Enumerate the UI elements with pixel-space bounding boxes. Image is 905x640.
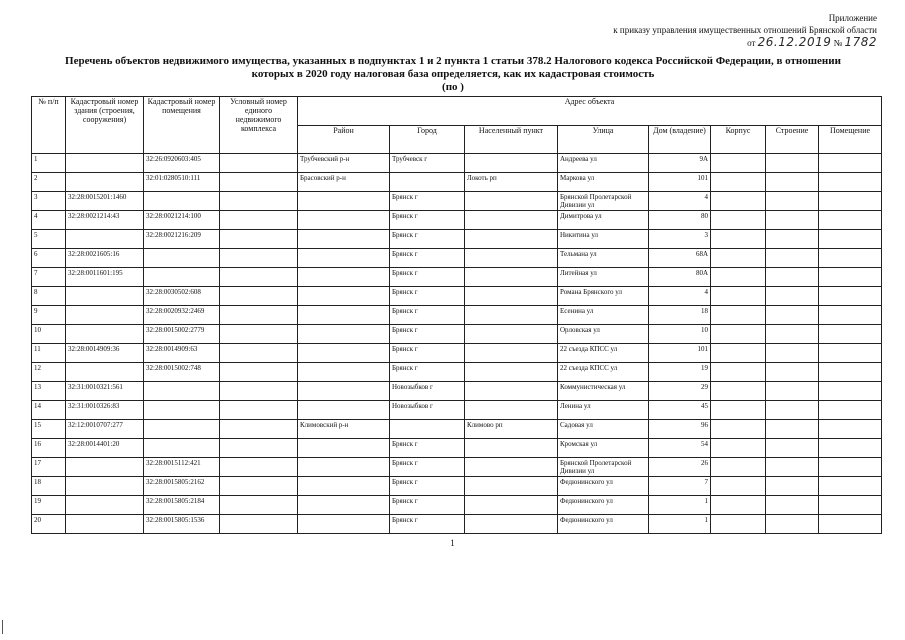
cell-district [298,477,390,496]
cell-district [298,515,390,534]
cell-cad-room [144,439,220,458]
cell-building [766,173,819,192]
cell-settlement: Климово рп [465,420,558,439]
cell-conditional [220,249,298,268]
cell-cad-building [66,325,144,344]
cell-settlement [465,344,558,363]
cell-cad-building: 32:28:0015201:1460 [66,192,144,211]
cell-street: Коммунистическая ул [558,382,649,401]
title-line-3: (по ) [442,81,464,93]
cell-district [298,268,390,287]
cell-house: 101 [649,173,711,192]
table-row [32,173,882,192]
cell-conditional [220,154,298,173]
cell-room [819,173,882,192]
cell-cad-building: 32:28:0014401:20 [66,439,144,458]
cell-room [819,268,882,287]
cell-settlement [465,439,558,458]
cell-room [819,325,882,344]
cell-cad-room [144,382,220,401]
cell-settlement [465,363,558,382]
cell-cad-building [66,230,144,249]
cell-room [819,344,882,363]
cell-block [711,420,766,439]
cell-block [711,363,766,382]
cell-settlement [465,496,558,515]
cell-room [819,192,882,211]
cell-street: Федюнинского ул [558,515,649,534]
cell-cad-building [66,496,144,515]
cell-cad-room [144,192,220,211]
cell-city: Трубчевск г [390,154,465,173]
cell-district: Брасовский р-н [298,173,390,192]
cell-settlement [465,325,558,344]
cell-city: Брянск г [390,496,465,515]
cell-cad-room: 32:28:0015805:1536 [144,515,220,534]
handwritten-number: 1782 [844,35,877,49]
cell-cad-building: 32:28:0021605:16 [66,249,144,268]
cell-building [766,192,819,211]
cell-building [766,382,819,401]
cell-city: Брянск г [390,515,465,534]
cell-settlement [465,458,558,477]
cell-city: Брянск г [390,230,465,249]
cell-cad-room [144,420,220,439]
cell-city: Брянск г [390,192,465,211]
cell-conditional [220,344,298,363]
cell-conditional [220,439,298,458]
cell-house: 7 [649,477,711,496]
cell-cad-room [144,249,220,268]
cell-house: 80 [649,211,711,230]
cell-cad-building [66,363,144,382]
cell-room [819,363,882,382]
header-conditional: Условный номер единого недвижимого комплекса [220,97,298,154]
cell-street: 22 съезда КПСС ул [558,363,649,382]
table-row [32,439,882,458]
cell-cad-building [66,477,144,496]
cell-num: 10 [32,325,66,344]
title-line-2: которых в 2020 году налоговая база определяется, как их кадастровая стоимость [251,68,655,80]
cell-house: 1 [649,496,711,515]
cell-house: 96 [649,420,711,439]
cell-num: 14 [32,401,66,420]
header-room: Помещение [819,126,882,154]
cell-settlement [465,401,558,420]
cell-street: Ленина ул [558,401,649,420]
cell-num: 18 [32,477,66,496]
cell-street: Тельмана ул [558,249,649,268]
cell-district [298,439,390,458]
cell-district [298,192,390,211]
cell-num: 1 [32,154,66,173]
cell-building [766,306,819,325]
cell-room [819,439,882,458]
cell-block [711,154,766,173]
cell-block [711,173,766,192]
page-number: 1 [450,538,455,548]
cell-district [298,306,390,325]
cell-conditional [220,192,298,211]
cell-street: Романа Брянского ул [558,287,649,306]
cell-block [711,458,766,477]
table-row [32,325,882,344]
cell-settlement [465,306,558,325]
cell-block [711,401,766,420]
cell-cad-building [66,173,144,192]
cell-block [711,439,766,458]
cell-settlement [465,515,558,534]
table-row [32,306,882,325]
cell-num: 16 [32,439,66,458]
cell-settlement [465,154,558,173]
cell-conditional [220,458,298,477]
table-row [32,211,882,230]
cell-district [298,230,390,249]
cell-district [298,287,390,306]
cell-num: 5 [32,230,66,249]
cell-district [298,325,390,344]
cell-conditional [220,230,298,249]
cell-block [711,382,766,401]
cell-num: 3 [32,192,66,211]
cell-block [711,477,766,496]
cell-cad-room: 32:28:0021216:209 [144,230,220,249]
cell-district [298,458,390,477]
header-cad-room: Кадастровый номер помещения [144,97,220,154]
appendix-order-ref: к приказу управления имущественных отношений Брянской области [613,25,877,35]
cell-city: Брянск г [390,458,465,477]
cell-cad-room: 32:28:0021214:100 [144,211,220,230]
cell-city: Брянск г [390,325,465,344]
table-row [32,249,882,268]
cell-building [766,420,819,439]
cell-city: Новозыбков г [390,401,465,420]
cell-house: 19 [649,363,711,382]
cell-cad-building [66,287,144,306]
cell-district: Трубчевский р-н [298,154,390,173]
cell-conditional [220,173,298,192]
cell-conditional [220,420,298,439]
cell-settlement [465,230,558,249]
cell-num: 8 [32,287,66,306]
cell-settlement: Локоть рп [465,173,558,192]
cell-block [711,211,766,230]
cell-city: Брянск г [390,439,465,458]
cell-room [819,230,882,249]
cell-num: 4 [32,211,66,230]
header-building: Строение [766,126,819,154]
cell-building [766,325,819,344]
table-row [32,287,882,306]
property-table [31,96,882,534]
cell-district [298,344,390,363]
cell-district: Климовский р-н [298,420,390,439]
cell-room [819,382,882,401]
appendix-title: Приложение [828,13,877,23]
cell-block [711,249,766,268]
cell-house: 54 [649,439,711,458]
cell-num: 7 [32,268,66,287]
cell-conditional [220,515,298,534]
cell-num: 19 [32,496,66,515]
cell-conditional [220,382,298,401]
cell-conditional [220,401,298,420]
cell-street: Литейная ул [558,268,649,287]
cell-room [819,306,882,325]
table-row [32,268,882,287]
cell-block [711,496,766,515]
cell-settlement [465,382,558,401]
cell-building [766,458,819,477]
cell-cad-room: 32:28:0030502:608 [144,287,220,306]
cell-cad-room: 32:28:0015805:2162 [144,477,220,496]
cell-street: Андреева ул [558,154,649,173]
cell-city: Брянск г [390,268,465,287]
cell-house: 10 [649,325,711,344]
cell-conditional [220,363,298,382]
cell-street: Садовая ул [558,420,649,439]
cell-block [711,192,766,211]
cell-cad-room: 32:28:0015112:421 [144,458,220,477]
cell-room [819,287,882,306]
cell-house: 26 [649,458,711,477]
cell-building [766,363,819,382]
cell-city: Брянск г [390,249,465,268]
cell-num: 9 [32,306,66,325]
cell-cad-building [66,306,144,325]
cell-room [819,496,882,515]
cell-house: 3 [649,230,711,249]
cell-num: 15 [32,420,66,439]
cell-street: Кромская ул [558,439,649,458]
cell-building [766,515,819,534]
cell-cad-room: 32:28:0015805:2184 [144,496,220,515]
cell-house: 1 [649,515,711,534]
cell-conditional [220,496,298,515]
cell-num: 17 [32,458,66,477]
cell-street: Димитрова ул [558,211,649,230]
cell-block [711,344,766,363]
cell-cad-building: 32:31:0010326:83 [66,401,144,420]
table-row [32,477,882,496]
cell-room [819,154,882,173]
cell-building [766,230,819,249]
cell-building [766,496,819,515]
cell-street: Федюнинского ул [558,496,649,515]
cell-street: 22 съезда КПСС ул [558,344,649,363]
header-num: № п/п [32,97,66,154]
cell-num: 12 [32,363,66,382]
cell-house: 45 [649,401,711,420]
cell-num: 20 [32,515,66,534]
cell-building [766,249,819,268]
cell-street: Никитина ул [558,230,649,249]
cell-street: Брянской Пролетарской Дивизии ул [558,192,649,211]
header-city: Город [390,126,465,154]
cell-house: 4 [649,192,711,211]
cell-house: 18 [649,306,711,325]
cell-cad-room [144,268,220,287]
header-cad-building: Кадастровый номер здания (строения, сооружения) [66,97,144,154]
cell-cad-building: 32:28:0021214:43 [66,211,144,230]
cell-city [390,420,465,439]
cell-num: 6 [32,249,66,268]
cell-cad-building: 32:31:0010321:561 [66,382,144,401]
table-row [32,363,882,382]
cell-district [298,401,390,420]
handwritten-date: 26.12.2019 [757,35,832,49]
cell-house: 68А [649,249,711,268]
cell-conditional [220,211,298,230]
cell-block [711,306,766,325]
table-row [32,344,882,363]
cell-cad-building: 32:28:0014909:36 [66,344,144,363]
cell-conditional [220,287,298,306]
cell-city: Брянск г [390,287,465,306]
cell-building [766,154,819,173]
table-row [32,230,882,249]
cell-street: Орловская ул [558,325,649,344]
scan-edge-mark [2,620,3,634]
header-settlement: Населенный пункт [465,126,558,154]
cell-settlement [465,192,558,211]
table-row [32,496,882,515]
table-row [32,154,882,173]
cell-house: 29 [649,382,711,401]
cell-building [766,477,819,496]
cell-cad-room: 32:28:0015002:2779 [144,325,220,344]
cell-block [711,268,766,287]
cell-building [766,344,819,363]
cell-cad-room: 32:28:0015002:748 [144,363,220,382]
cell-building [766,287,819,306]
header-house: Дом (владение) [649,126,711,154]
cell-district [298,363,390,382]
cell-building [766,439,819,458]
cell-room [819,211,882,230]
cell-building [766,268,819,287]
cell-settlement [465,268,558,287]
cell-cad-room: 32:28:0014909:63 [144,344,220,363]
cell-building [766,401,819,420]
cell-city [390,173,465,192]
cell-cad-room: 32:28:0020932:2469 [144,306,220,325]
cell-city: Брянск г [390,344,465,363]
cell-district [298,211,390,230]
cell-city: Брянск г [390,477,465,496]
cell-city: Брянск г [390,306,465,325]
cell-conditional [220,268,298,287]
table-row [32,401,882,420]
document-title [28,55,878,94]
number-label: № [833,38,843,48]
cell-district [298,496,390,515]
header-block: Корпус [711,126,766,154]
cell-settlement [465,477,558,496]
cell-cad-room: 32:26:0920603:405 [144,154,220,173]
cell-cad-building: 32:28:0011601:195 [66,268,144,287]
cell-block [711,325,766,344]
table-row [32,192,882,211]
cell-street: Федюнинского ул [558,477,649,496]
cell-street: Есенина ул [558,306,649,325]
table-row [32,515,882,534]
table-row [32,458,882,477]
cell-house: 80А [649,268,711,287]
cell-room [819,458,882,477]
cell-cad-building [66,154,144,173]
cell-num: 11 [32,344,66,363]
table-row [32,420,882,439]
cell-num: 13 [32,382,66,401]
cell-street: Брянской Пролетарской Дивизии ул [558,458,649,477]
cell-city: Брянск г [390,363,465,382]
cell-house: 101 [649,344,711,363]
cell-conditional [220,325,298,344]
cell-cad-room: 32:01:0280510:111 [144,173,220,192]
cell-building [766,211,819,230]
cell-settlement [465,249,558,268]
title-line-1: Перечень объектов недвижимого имущества, указанных в подпунктах 1 и 2 пункта 1 статьи 378.2 Налогового кодекса Российской Федерации, в отношении [65,55,841,67]
table-body [32,154,882,534]
cell-city: Новозыбков г [390,382,465,401]
cell-district [298,382,390,401]
header-street: Улица [558,126,649,154]
cell-room [819,249,882,268]
cell-cad-building [66,458,144,477]
cell-district [298,249,390,268]
appendix-block [613,12,877,49]
cell-conditional [220,477,298,496]
cell-settlement [465,287,558,306]
table-row [32,382,882,401]
appendix-date-line [613,36,877,49]
cell-city: Брянск г [390,211,465,230]
cell-block [711,515,766,534]
cell-settlement [465,211,558,230]
cell-street: Маркова ул [558,173,649,192]
cell-cad-building [66,515,144,534]
cell-cad-room [144,401,220,420]
cell-room [819,515,882,534]
cell-num: 2 [32,173,66,192]
cell-house: 9А [649,154,711,173]
from-label: от [747,38,756,48]
cell-cad-building: 32:12:0010707:277 [66,420,144,439]
cell-block [711,230,766,249]
cell-conditional [220,306,298,325]
cell-room [819,401,882,420]
header-district: Район [298,126,390,154]
header-address: Адрес объекта [298,97,882,126]
cell-room [819,420,882,439]
cell-room [819,477,882,496]
cell-house: 4 [649,287,711,306]
cell-block [711,287,766,306]
